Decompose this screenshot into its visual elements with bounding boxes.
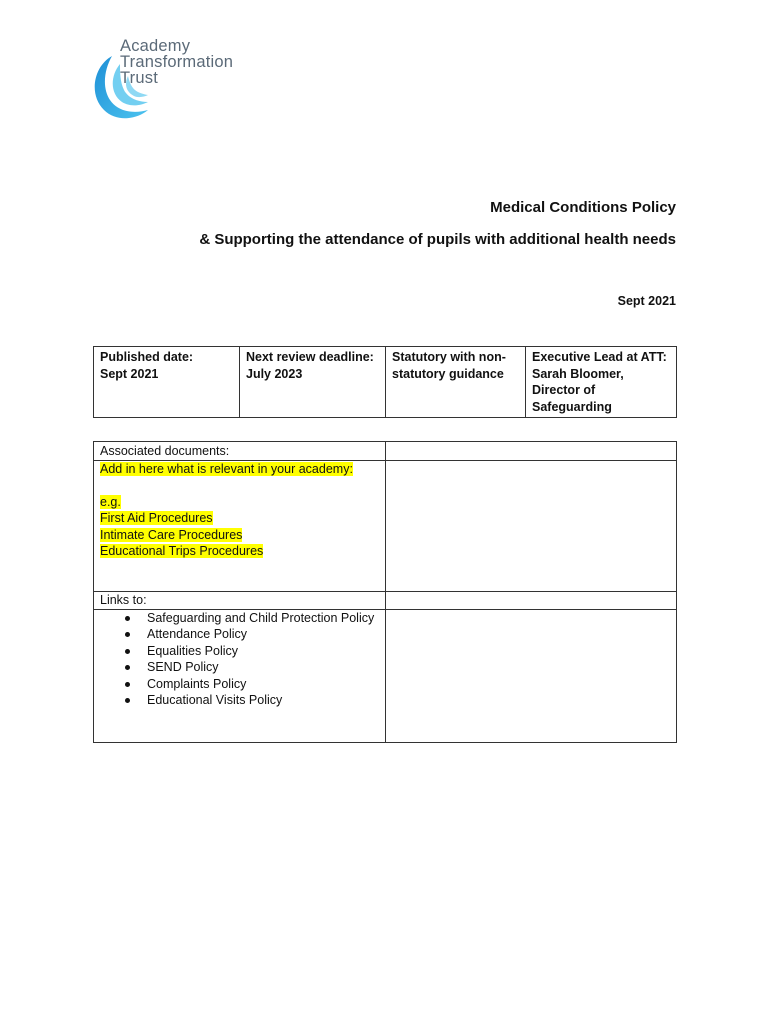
guidance-line-1: Statutory with non-: [392, 350, 506, 364]
links-heading-cell: [94, 592, 386, 610]
associated-item: Educational Trips Procedures: [100, 544, 264, 558]
review-label: Next review deadline:: [246, 350, 374, 364]
associated-documents-table: [93, 441, 677, 743]
associated-body-empty-cell: [386, 461, 677, 592]
published-label: Published date:: [100, 350, 194, 364]
policy-meta-table: [93, 346, 677, 418]
lead-role-line-1: Director of: [532, 383, 596, 397]
links-body-empty-cell: [386, 609, 677, 742]
document-title: Medical Conditions Policy: [490, 199, 676, 216]
lead-name: Sarah Bloomer,: [532, 366, 624, 381]
document-subtitle: & Supporting the attendance of pupils with additional health needs: [199, 231, 676, 248]
associated-item: First Aid Procedures: [100, 511, 213, 525]
logo-line-academy: Academy: [120, 37, 191, 55]
links-heading: Links to:: [100, 593, 147, 607]
document-date: Sept 2021: [617, 294, 676, 308]
example-label: e.g.: [100, 494, 121, 509]
links-list: [100, 610, 379, 709]
associated-heading: Associated documents:: [100, 444, 230, 458]
trust-logo-text: [120, 38, 233, 86]
links-body-cell: [94, 609, 386, 742]
published-cell: [94, 347, 240, 418]
lead-label: Executive Lead at ATT:: [532, 350, 667, 364]
list-item: Attendance Policy: [147, 626, 379, 643]
associated-body-cell: [94, 461, 386, 592]
published-value: Sept 2021: [100, 366, 159, 381]
links-heading-empty-cell: [386, 592, 677, 610]
review-cell: [240, 347, 386, 418]
list-item: Safeguarding and Child Protection Policy: [147, 610, 379, 627]
logo-line-trust: Trust: [120, 69, 158, 87]
list-item: Complaints Policy: [147, 676, 379, 693]
lead-role-line-2: Safeguarding: [532, 399, 612, 414]
list-item: SEND Policy: [147, 659, 379, 676]
review-value: July 2023: [246, 366, 303, 381]
associated-heading-empty-cell: [386, 442, 677, 461]
associated-heading-cell: [94, 442, 386, 461]
lead-cell: [526, 347, 677, 418]
trust-logo: [90, 38, 260, 122]
list-item: Equalities Policy: [147, 643, 379, 660]
guidance-cell: [386, 347, 526, 418]
associated-instruction: Add in here what is relevant in your academy:: [100, 462, 353, 476]
logo-line-transformation: Transformation: [120, 53, 234, 71]
associated-item: Intimate Care Procedures: [100, 527, 243, 542]
list-item: Educational Visits Policy: [147, 692, 379, 709]
guidance-line-2: statutory guidance: [392, 366, 504, 381]
